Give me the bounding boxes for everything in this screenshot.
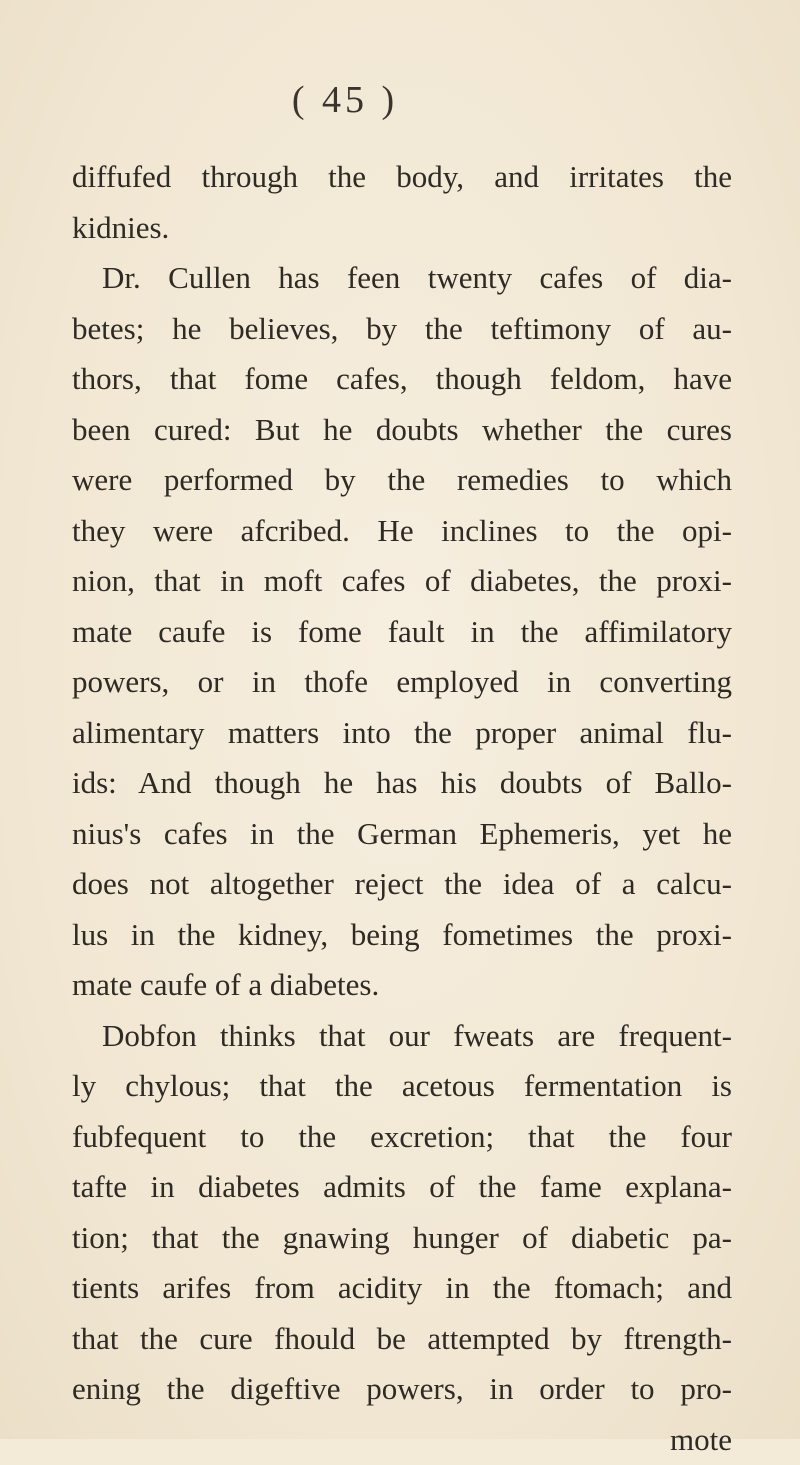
text-line: Dobfon thinks that our fweats are frequent- [72, 1011, 732, 1062]
body-text [72, 152, 732, 1465]
text-line: tion; that the gnawing hunger of diabetic pa- [72, 1213, 732, 1264]
text-line: powers, or in thofe employed in converting [72, 657, 732, 708]
text-line: that the cure fhould be attempted by ftrength- [72, 1314, 732, 1365]
text-line: Dr. Cullen has feen twenty cafes of dia- [72, 253, 732, 304]
text-line: kidnies. [72, 203, 732, 254]
text-line: ening the digeftive powers, in order to pro- [72, 1364, 732, 1415]
page-number: ( 45 ) [0, 78, 690, 122]
text-line: diffufed through the body, and irritates the [72, 152, 732, 203]
text-line: tafte in diabetes admits of the fame explana- [72, 1162, 732, 1213]
text-line: betes; he believes, by the teftimony of au- [72, 304, 732, 355]
text-line: were performed by the remedies to which [72, 455, 732, 506]
text-line: tients arifes from acidity in the ftomach; and [72, 1263, 732, 1314]
text-line: lus in the kidney, being fometimes the proxi- [72, 910, 732, 961]
text-line: nius's cafes in the German Ephemeris, yet he [72, 809, 732, 860]
text-line: mote [72, 1415, 732, 1465]
text-line: mate caufe of a diabetes. [72, 960, 732, 1011]
text-line: thors, that fome cafes, though feldom, have [72, 354, 732, 405]
text-line: alimentary matters into the proper animal flu- [72, 708, 732, 759]
text-line: mate caufe is fome fault in the affimilatory [72, 607, 732, 658]
text-line: does not altogether reject the idea of a calcu- [72, 859, 732, 910]
text-line: ids: And though he has his doubts of Ballo- [72, 758, 732, 809]
text-line: they were afcribed. He inclines to the opi- [72, 506, 732, 557]
text-line: nion, that in moft cafes of diabetes, the proxi- [72, 556, 732, 607]
text-line: fubfequent to the excretion; that the four [72, 1112, 732, 1163]
text-line: ly chylous; that the acetous fermentation is [72, 1061, 732, 1112]
text-line: been cured: But he doubts whether the cures [72, 405, 732, 456]
